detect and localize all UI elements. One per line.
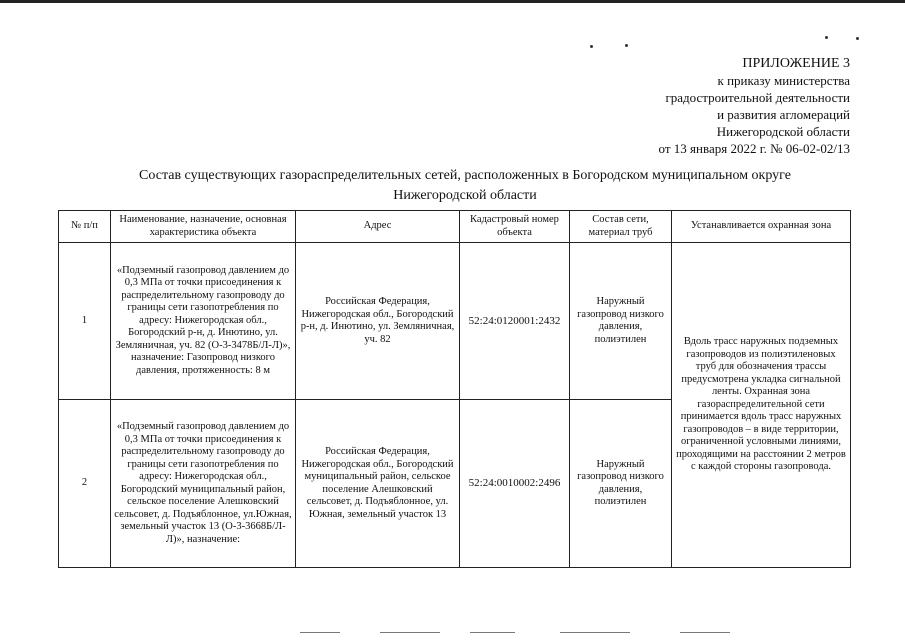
cell-address: Российская Федерация, Нижегородская обл., Богородский муниципальный район, сельское поселение Алешковский сельсовет, д. Подъяблонное, ул. Южная, земельный участок 13	[296, 400, 460, 568]
scan-speck	[856, 37, 859, 40]
scan-top-edge	[0, 0, 905, 3]
appendix-block	[659, 55, 850, 157]
header-cadastral: Кадастровый номер объекта	[460, 211, 570, 243]
appendix-line: градостроительной деятельности	[665, 90, 850, 105]
appendix-line: от 13 января 2022 г. № 06-02-02/13	[658, 141, 850, 156]
cell-composition: Наружный газопровод низкого давления, полиэтилен	[570, 243, 672, 400]
header-name: Наименование, назначение, основная характеристика объекта	[111, 211, 296, 243]
gas-network-table	[58, 210, 851, 568]
document-title-line: Состав существующих газораспределительных сетей, расположенных в Богородском муниципальном округе	[139, 168, 791, 183]
header-zone: Устанавливается охранная зона	[672, 211, 851, 243]
cell-name: «Подземный газопровод давлением до 0,3 МПа от точки присоединения к распределительному газопроводу до границы сети газопотребления по адресу: Нижегородская обл., Богородский муниципальный район, сельское поселение Алешковский сельсовет, д. Подъяблонное, ул.Южная, земельный участок 13 (О-3-3668Б/Л-Л)», назначение:	[111, 400, 296, 568]
table-header-row	[59, 211, 851, 243]
appendix-title: ПРИЛОЖЕНИЕ 3	[742, 56, 850, 71]
header-composition: Состав сети, материал труб	[570, 211, 672, 243]
header-num: № п/п	[59, 211, 111, 243]
cell-num: 2	[59, 400, 111, 568]
scan-artifact	[380, 632, 440, 633]
appendix-line: к приказу министерства	[717, 73, 850, 88]
appendix-line: и развития агломераций	[717, 107, 850, 122]
scan-artifact	[300, 632, 340, 633]
appendix-line: Нижегородской области	[716, 124, 850, 139]
cell-protection-zone: Вдоль трасс наружных подземных газопроводов из полиэтиленовых труб для обозначения трассы предусмотрена укладка сигнальной ленты. Охранная зона газораспределительной сети принимается вдоль трасс наружных газопроводов – в виде территории, ограниченной условными линиями, проходящими на расстоянии 2 метров с каждой стороны газопровода.	[672, 243, 851, 568]
cell-name: «Подземный газопровод давлением до 0,3 МПа от точки присоединения к распределительному газопроводу до границы сети газопотребления по адресу: Нижегородская обл., Богородский р-н, д. Инютино, ул. Земляничная, уч. 82 (О-3-3478Б/Л-Л)», назначение: Газопровод низкого давления, протяженность: 8 м	[111, 243, 296, 400]
document-title	[100, 166, 830, 206]
header-address: Адрес	[296, 211, 460, 243]
table-row	[59, 243, 851, 400]
cell-address: Российская Федерация, Нижегородская обл., Богородский р-н, д. Инютино, ул. Земляничная, уч. 82	[296, 243, 460, 400]
scan-artifact	[680, 632, 730, 633]
cell-composition: Наружный газопровод низкого давления, полиэтилен	[570, 400, 672, 568]
scan-artifact	[470, 632, 515, 633]
document-title-line: Нижегородской области	[393, 188, 537, 203]
scan-artifact	[560, 632, 630, 633]
scan-speck	[625, 44, 628, 47]
cell-cadastral: 52:24:0010002:2496	[460, 400, 570, 568]
scan-speck	[825, 36, 828, 39]
cell-cadastral: 52:24:0120001:2432	[460, 243, 570, 400]
cell-num: 1	[59, 243, 111, 400]
scan-speck	[590, 45, 593, 48]
